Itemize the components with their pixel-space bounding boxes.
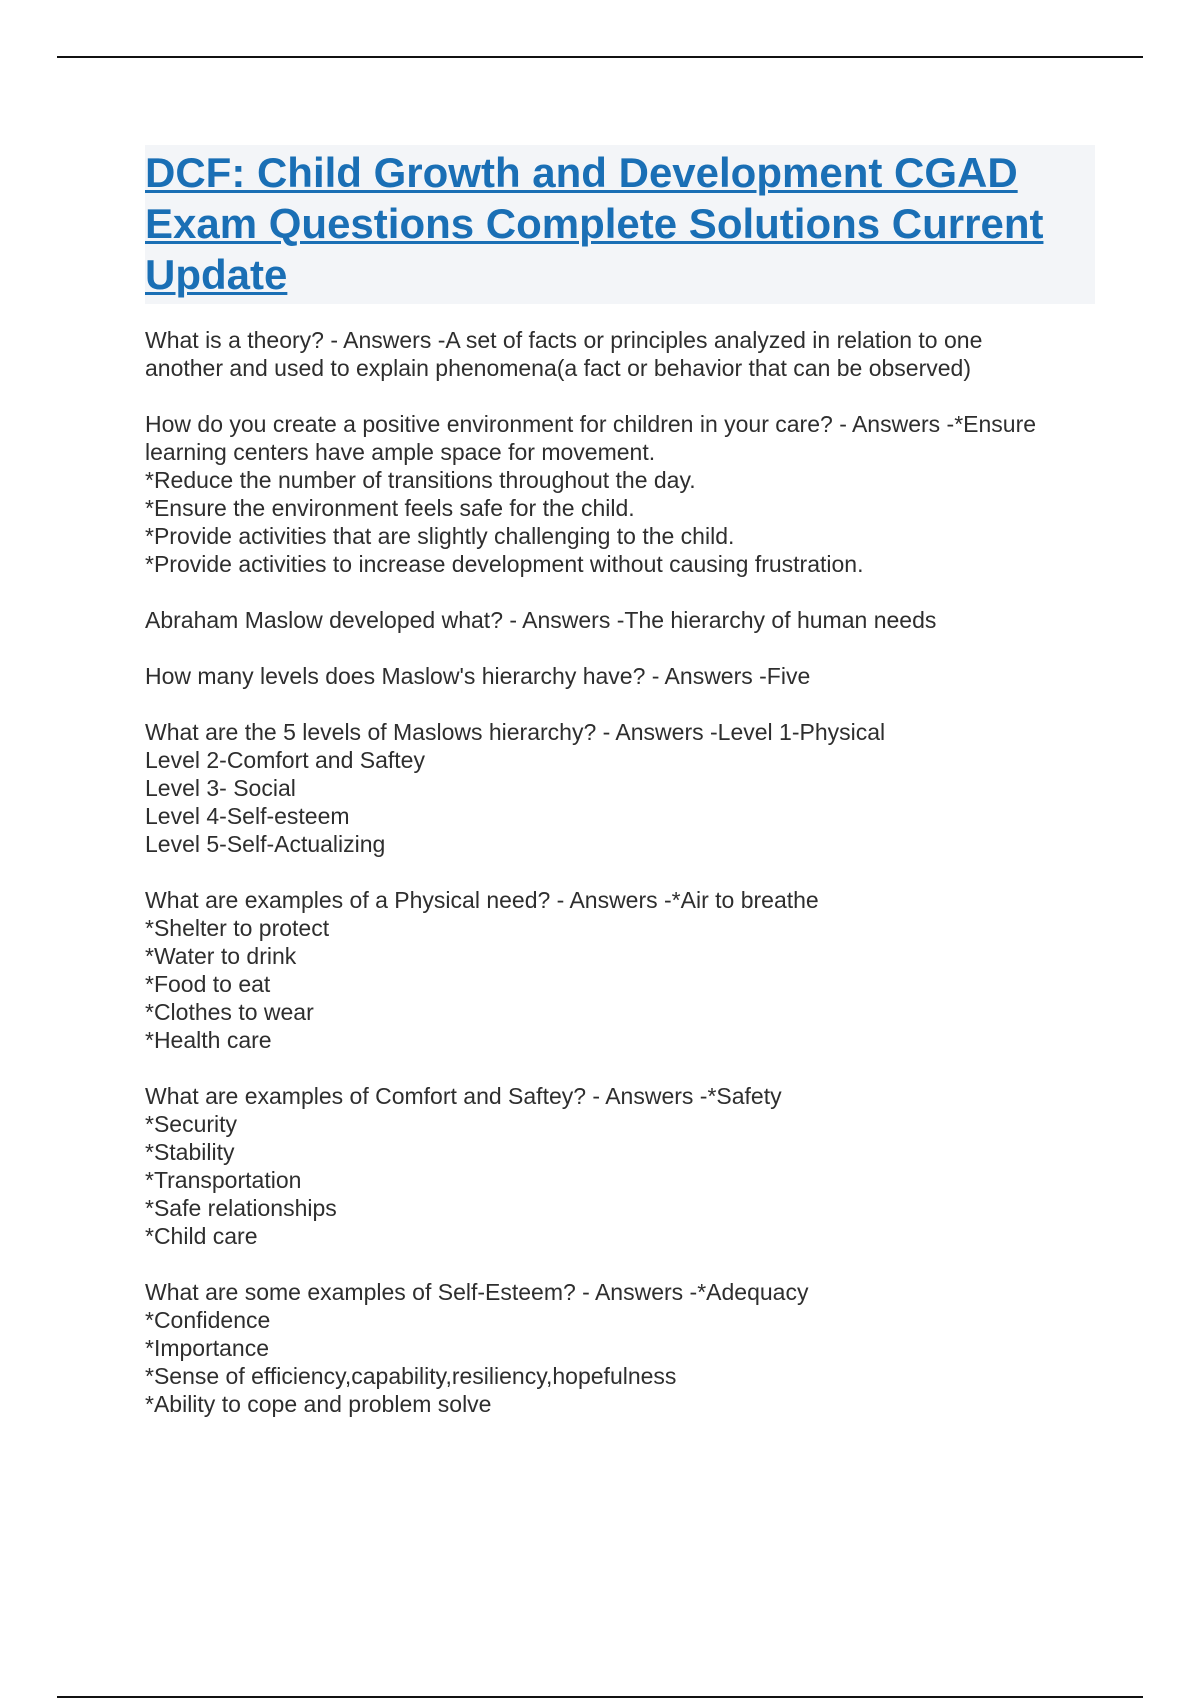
qa-line: Level 2-Comfort and Saftey bbox=[145, 747, 425, 773]
qa-line: *Stability bbox=[145, 1139, 235, 1165]
qa-line: *Water to drink bbox=[145, 943, 297, 969]
qa-line: What are examples of Comfort and Saftey? - Answers -*Safety bbox=[145, 1083, 782, 1109]
qa-line: another and used to explain phenomena(a fact or behavior that can be observed) bbox=[145, 355, 972, 381]
qa-line: What is a theory? - Answers -A set of facts or principles analyzed in relation to one bbox=[145, 327, 983, 353]
qa-line: *Confidence bbox=[145, 1307, 271, 1333]
page-top-rule bbox=[57, 56, 1143, 58]
qa-line: learning centers have ample space for movement. bbox=[145, 439, 656, 465]
qa-line: *Food to eat bbox=[145, 971, 271, 997]
qa-line: *Importance bbox=[145, 1335, 270, 1361]
qa-line: *Safe relationships bbox=[145, 1195, 337, 1221]
qa-line: *Clothes to wear bbox=[145, 999, 314, 1025]
document-title-link[interactable]: DCF: Child Growth and Development CGAD Exam Questions Complete Solutions Current Update bbox=[145, 149, 1044, 298]
qa-line: *Ensure the environment feels safe for the child. bbox=[145, 495, 635, 521]
qa-line: Level 5-Self-Actualizing bbox=[145, 831, 386, 857]
qa-line: What are some examples of Self-Esteem? - Answers -*Adequacy bbox=[145, 1279, 809, 1305]
document-body bbox=[145, 145, 1095, 1446]
qa-line: *Shelter to protect bbox=[145, 915, 330, 941]
qa-line: *Security bbox=[145, 1111, 238, 1137]
qa-item bbox=[145, 1082, 1095, 1250]
qa-item bbox=[145, 662, 1095, 690]
qa-line: How do you create a positive environment for children in your care? - Answers -*Ensure bbox=[145, 411, 1037, 437]
qa-line: Level 4-Self-esteem bbox=[145, 803, 350, 829]
qa-item bbox=[145, 410, 1095, 578]
qa-line: *Transportation bbox=[145, 1167, 302, 1193]
qa-line: What are the 5 levels of Maslows hierarchy? - Answers -Level 1-Physical bbox=[145, 719, 886, 745]
qa-line: *Child care bbox=[145, 1223, 258, 1249]
qa-line: *Reduce the number of transitions throughout the day. bbox=[145, 467, 696, 493]
qa-item bbox=[145, 1278, 1095, 1418]
title-block bbox=[145, 145, 1095, 304]
qa-item bbox=[145, 718, 1095, 858]
qa-line: *Health care bbox=[145, 1027, 272, 1053]
qa-line: What are examples of a Physical need? - Answers -*Air to breathe bbox=[145, 887, 819, 913]
qa-item bbox=[145, 606, 1095, 634]
page-bottom-rule bbox=[57, 1696, 1143, 1698]
qa-line: *Ability to cope and problem solve bbox=[145, 1391, 492, 1417]
qa-line: How many levels does Maslow's hierarchy have? - Answers -Five bbox=[145, 663, 811, 689]
qa-item bbox=[145, 886, 1095, 1054]
qa-line: *Provide activities to increase development without causing frustration. bbox=[145, 551, 864, 577]
qa-line: Abraham Maslow developed what? - Answers -The hierarchy of human needs bbox=[145, 607, 937, 633]
qa-line: *Provide activities that are slightly challenging to the child. bbox=[145, 523, 735, 549]
qa-line: Level 3- Social bbox=[145, 775, 296, 801]
qa-item bbox=[145, 326, 1095, 382]
qa-line: *Sense of efficiency,capability,resiliency,hopefulness bbox=[145, 1363, 677, 1389]
